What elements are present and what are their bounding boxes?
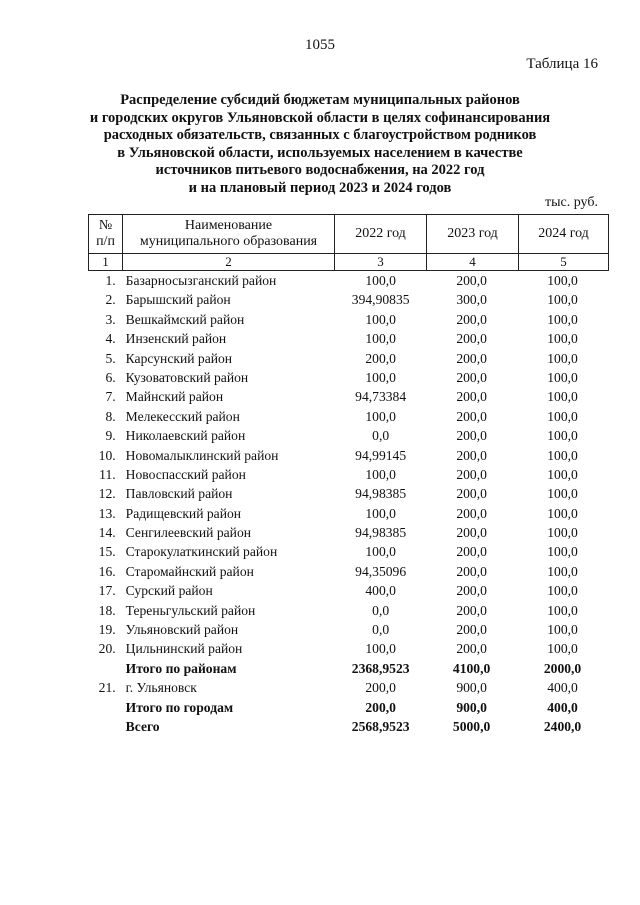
value-2023: 200,0	[456, 389, 487, 405]
table-row	[88, 349, 608, 368]
row-number: 19.	[98, 622, 116, 638]
title-line: Распределение субсидий бюджетам муниципальных районов	[120, 92, 520, 108]
value-2022: 0,0	[372, 428, 390, 444]
value-2024: 100,0	[547, 505, 578, 521]
table-row	[88, 290, 608, 309]
value-2023: 200,0	[456, 583, 487, 599]
value-2023: 200,0	[456, 525, 487, 541]
table-body	[88, 271, 608, 736]
municipality-name: Новомалыклинский район	[125, 447, 279, 463]
value-2024: 2400,0	[543, 718, 582, 734]
value-2023: 4100,0	[452, 660, 491, 676]
row-number: 7.	[105, 389, 116, 405]
value-2022: 2568,9523	[351, 718, 410, 734]
row-number	[88, 717, 122, 736]
municipality-name: Тереньгульский район	[125, 602, 256, 618]
table-row	[88, 446, 608, 465]
value-2023: 200,0	[456, 447, 487, 463]
value-2023: 900,0	[456, 699, 487, 715]
value-2022: 394,90835	[351, 292, 410, 308]
municipality-name: Итого по районам	[125, 660, 237, 676]
value-2024: 100,0	[547, 311, 578, 327]
municipality-name: г. Ульяновск	[125, 680, 197, 696]
value-2023: 200,0	[456, 428, 487, 444]
value-2024: 400,0	[547, 680, 578, 696]
units-label: тыс. руб.	[545, 195, 598, 210]
index-cell: 2	[123, 254, 335, 271]
header-name	[123, 215, 335, 254]
row-number: 12.	[98, 486, 116, 502]
header-num-text: № п/п	[96, 218, 115, 249]
title-line: и на плановый период 2023 и 2024 годов	[188, 179, 452, 196]
value-2022: 94,35096	[355, 563, 407, 579]
value-2023: 200,0	[456, 486, 487, 502]
row-number	[88, 659, 122, 678]
header-num	[89, 215, 123, 254]
value-2024: 100,0	[547, 408, 578, 424]
value-2023: 200,0	[456, 505, 487, 521]
document-title	[60, 92, 580, 198]
value-2022: 100,0	[365, 408, 396, 424]
table-row	[88, 504, 608, 523]
row-number: 13.	[98, 505, 116, 521]
table-row	[88, 678, 608, 697]
value-2022: 200,0	[365, 680, 396, 696]
value-2022: 94,98385	[355, 525, 407, 541]
value-2024: 100,0	[547, 428, 578, 444]
municipality-name: Новоспасский район	[125, 466, 246, 482]
value-2024: 400,0	[547, 699, 578, 715]
municipality-name: Ульяновский район	[125, 622, 239, 638]
row-number: 5.	[105, 350, 116, 366]
value-2024: 100,0	[547, 350, 578, 366]
value-2023: 200,0	[456, 350, 487, 366]
row-number: 16.	[98, 563, 116, 579]
total-row	[88, 698, 608, 717]
value-2024: 100,0	[547, 544, 578, 560]
value-2023: 200,0	[456, 602, 487, 618]
value-2022: 94,98385	[355, 486, 407, 502]
header-row	[89, 215, 609, 254]
table-row	[88, 387, 608, 406]
row-number: 3.	[105, 311, 116, 327]
title-line: расходных обязательств, связанных с благоустройством родников	[103, 127, 537, 144]
value-2023: 200,0	[456, 466, 487, 482]
value-2022: 100,0	[365, 544, 396, 560]
value-2023: 200,0	[456, 544, 487, 560]
table-row	[88, 620, 608, 639]
row-number: 18.	[98, 602, 116, 618]
total-row	[88, 717, 608, 736]
municipality-name: Старомайнский район	[125, 563, 254, 579]
value-2023: 900,0	[456, 680, 487, 696]
row-number: 4.	[105, 331, 116, 347]
header-2024: 2024 год	[519, 215, 609, 254]
value-2022: 200,0	[365, 699, 396, 715]
header-name-text: Наименование муниципального образования	[139, 218, 318, 249]
value-2024: 100,0	[547, 486, 578, 502]
value-2023: 200,0	[456, 408, 487, 424]
municipality-name: Барышский район	[125, 292, 231, 308]
municipality-name: Павловский район	[125, 486, 233, 502]
row-number: 9.	[105, 428, 116, 444]
table-row	[88, 523, 608, 542]
municipality-name: Кузоватовский район	[125, 369, 249, 385]
row-number: 1.	[105, 273, 116, 288]
row-number: 8.	[105, 408, 116, 424]
value-2022: 100,0	[365, 311, 396, 327]
value-2022: 94,73384	[355, 389, 407, 405]
municipality-name: Старокулаткинский район	[125, 544, 278, 560]
value-2022: 100,0	[365, 273, 396, 288]
value-2022: 100,0	[365, 641, 396, 657]
table-row	[88, 562, 608, 581]
value-2024: 100,0	[547, 525, 578, 541]
table-row	[88, 601, 608, 620]
value-2024: 100,0	[547, 563, 578, 579]
index-row	[89, 254, 609, 271]
value-2024: 100,0	[547, 466, 578, 482]
row-number: 11.	[99, 466, 116, 482]
table-row	[88, 407, 608, 426]
municipality-name: Сенгилеевский район	[125, 525, 252, 541]
row-number	[88, 698, 122, 717]
table-row	[88, 542, 608, 561]
municipality-name: Карсунский район	[125, 350, 233, 366]
value-2022: 0,0	[372, 602, 390, 618]
table-row	[88, 329, 608, 348]
row-number: 21.	[98, 680, 116, 696]
row-number: 14.	[98, 525, 116, 541]
value-2022: 0,0	[372, 622, 390, 638]
index-cell: 1	[89, 254, 123, 271]
value-2024: 100,0	[547, 331, 578, 347]
table-row	[88, 368, 608, 387]
value-2024: 100,0	[547, 602, 578, 618]
header-2022: 2022 год	[335, 215, 427, 254]
table-row	[88, 271, 608, 290]
value-2023: 200,0	[456, 622, 487, 638]
value-2023: 300,0	[456, 292, 487, 308]
municipality-name: Мелекесский район	[125, 408, 240, 424]
row-number: 10.	[98, 447, 116, 463]
total-row	[88, 659, 608, 678]
row-number: 15.	[98, 544, 116, 560]
municipality-name: Радищевский район	[125, 505, 242, 521]
value-2022: 94,99145	[355, 447, 407, 463]
municipality-name: Всего	[125, 718, 160, 734]
title-line: в Ульяновской области, используемых населением в качестве	[117, 144, 523, 161]
value-2024: 100,0	[547, 641, 578, 657]
table-label: Таблица 16	[526, 56, 598, 72]
table-row	[88, 581, 608, 600]
municipality-name: Вешкаймский район	[125, 311, 245, 327]
value-2024: 100,0	[547, 583, 578, 599]
municipality-name: Инзенский район	[125, 331, 227, 347]
value-2024: 100,0	[547, 273, 578, 288]
municipality-name: Николаевский район	[125, 428, 246, 444]
value-2024: 100,0	[547, 389, 578, 405]
table-row	[88, 639, 608, 658]
municipality-name: Цильнинский район	[125, 641, 243, 657]
row-number: 6.	[105, 369, 116, 385]
value-2024: 100,0	[547, 369, 578, 385]
value-2022: 200,0	[365, 350, 396, 366]
value-2023: 200,0	[456, 331, 487, 347]
value-2024: 100,0	[547, 447, 578, 463]
row-number: 20.	[98, 641, 116, 657]
value-2023: 200,0	[456, 273, 487, 288]
table-row	[88, 310, 608, 329]
municipality-name: Сурский район	[125, 583, 213, 599]
value-2023: 200,0	[456, 311, 487, 327]
index-cell: 3	[335, 254, 427, 271]
value-2022: 100,0	[365, 369, 396, 385]
header-2023: 2023 год	[427, 215, 519, 254]
municipality-name: Базарносызганский район	[125, 273, 277, 288]
value-2023: 200,0	[456, 369, 487, 385]
value-2023: 200,0	[456, 641, 487, 657]
table-header	[88, 214, 609, 271]
value-2024: 100,0	[547, 622, 578, 638]
value-2024: 2000,0	[543, 660, 582, 676]
page-number: 1055	[305, 37, 335, 53]
value-2022: 2368,9523	[351, 660, 410, 676]
index-cell: 4	[427, 254, 519, 271]
municipality-name: Майнский район	[125, 389, 224, 405]
value-2024: 100,0	[547, 292, 578, 308]
table-row	[88, 484, 608, 503]
value-2022: 100,0	[365, 331, 396, 347]
value-2023: 200,0	[456, 563, 487, 579]
table-row	[88, 426, 608, 445]
value-2023: 5000,0	[452, 718, 491, 734]
table-row	[88, 465, 608, 484]
value-2022: 100,0	[365, 466, 396, 482]
row-number: 2.	[105, 292, 116, 308]
value-2022: 400,0	[365, 583, 396, 599]
title-line: источников питьевого водоснабжения, на 2022 год	[155, 162, 485, 179]
title-line: и городских округов Ульяновской области в целях софинансирования	[89, 109, 551, 126]
municipality-name: Итого по городам	[125, 699, 234, 715]
row-number: 17.	[98, 583, 116, 599]
value-2022: 100,0	[365, 505, 396, 521]
index-cell: 5	[519, 254, 609, 271]
